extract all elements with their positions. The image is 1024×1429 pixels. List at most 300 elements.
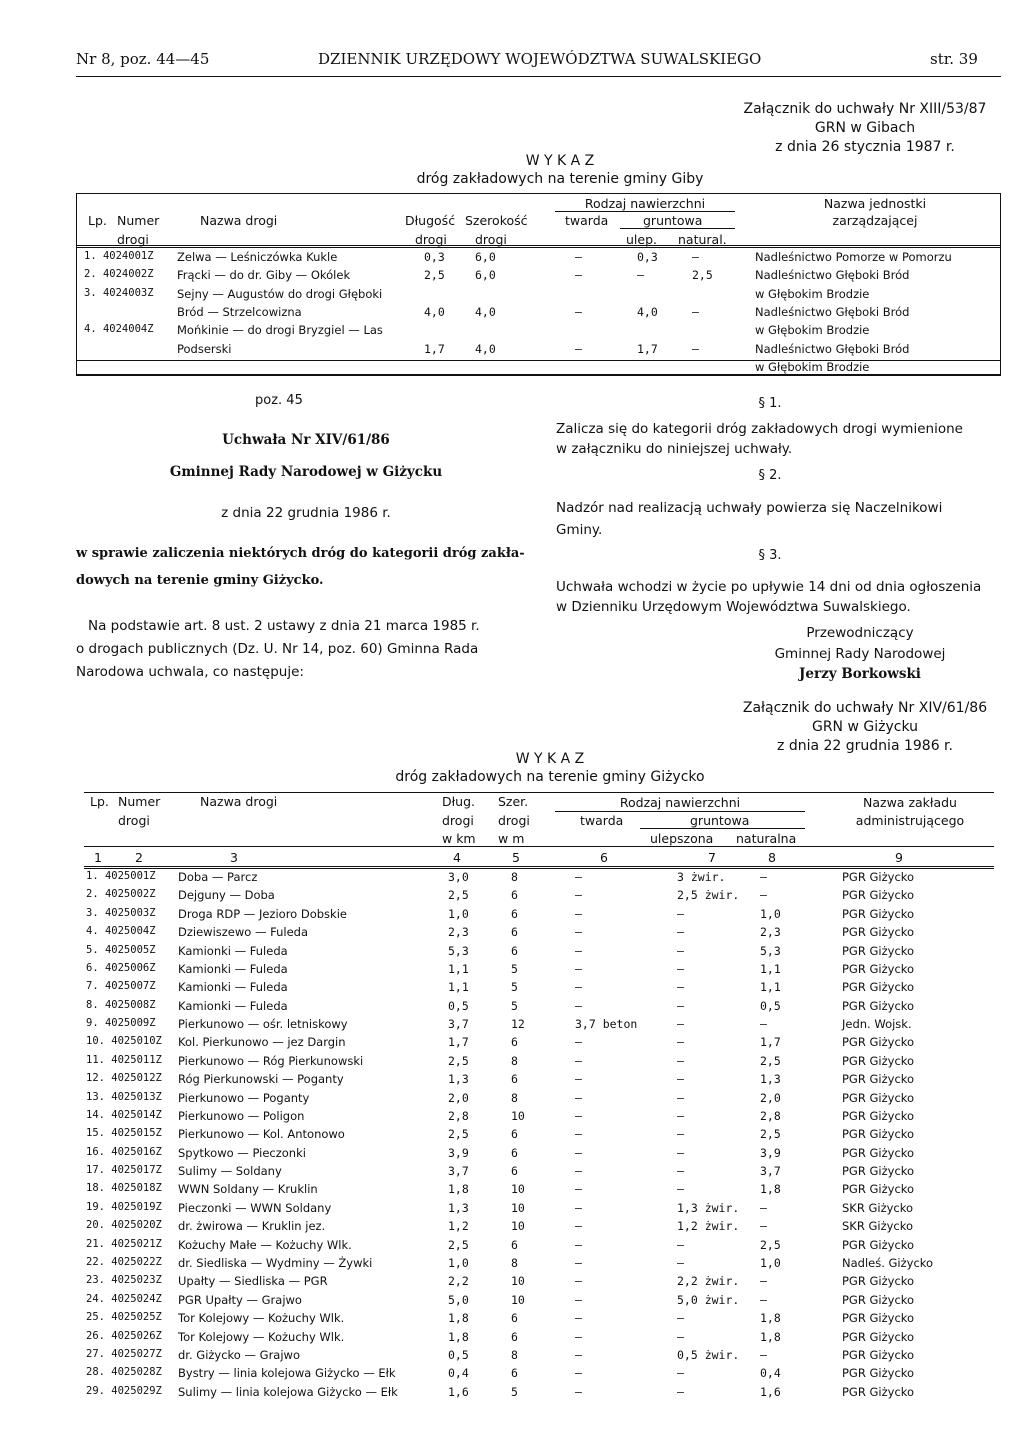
t2-cell-naturalna: — <box>760 1292 767 1307</box>
resolution-date: z dnia 22 grudnia 1986 r. <box>221 505 391 521</box>
t2-cell-nazwa: Kamionki — Fuleda <box>178 998 288 1013</box>
t2-cell-dlug: 3,9 <box>448 1145 469 1160</box>
t2-cell-lp: 13. 4025013Z <box>86 1090 162 1103</box>
t2-cell-szer: 8 <box>511 1053 518 1068</box>
annex1-line3: z dnia 26 stycznia 1987 r. <box>775 139 955 155</box>
annex2-line3: z dnia 22 grudnia 1986 r. <box>777 738 953 754</box>
t2-cell-ulepszona: — <box>677 1035 684 1050</box>
t1-cell-lp: 1. 4024001Z <box>84 250 154 262</box>
t1-cell-natural: 2,5 <box>692 268 713 283</box>
t1-header-nazwa: Nazwa drogi <box>200 213 278 228</box>
t2-cell-zaklad: PGR Giżycko <box>842 1035 915 1050</box>
t2-cell-ulepszona: — <box>677 906 684 921</box>
t2-header-szer-drogi: drogi <box>498 813 530 828</box>
t2-cell-zaklad: PGR Giżycko <box>842 943 915 958</box>
t2-cell-nazwa: dr. Siedliska — Wydminy — Żywki <box>178 1255 373 1270</box>
t2-cell-zaklad: PGR Giżycko <box>842 1329 915 1344</box>
t1-cell-natural: — <box>692 341 699 356</box>
t2-cell-twarda: — <box>575 1384 582 1399</box>
t1-header-ulep: ulep. <box>626 232 657 247</box>
t2-cell-nazwa: dr. żwirowa — Kruklin jez. <box>178 1219 326 1234</box>
t2-cell-dlug: 1,8 <box>448 1311 469 1326</box>
t1-cell-jednostka: Nadleśnictwo Pomorze w Pomorzu <box>755 250 952 264</box>
t2-cell-ulepszona: — <box>677 1366 684 1381</box>
t2-cell-naturalna: 1,0 <box>760 1255 781 1270</box>
t2-cell-naturalna: 1,6 <box>760 1384 781 1399</box>
t1-cell-jednostka: Nadleśnictwo Głęboki Bród <box>755 304 910 319</box>
t2-cell-zaklad: PGR Giżycko <box>842 925 915 940</box>
t2-cell-twarda: — <box>575 1182 582 1197</box>
t2-cell-zaklad: PGR Giżycko <box>842 1164 915 1179</box>
t2-cell-naturalna: 1,8 <box>760 1329 781 1344</box>
t1-cell-jednostka: w Głębokim Brodzie <box>755 359 870 374</box>
t2-cell-lp: 20. 4025020Z <box>86 1219 162 1232</box>
t2-cell-nazwa: Upałty — Siedliska — PGR <box>178 1274 328 1289</box>
t2-cell-naturalna: 2,8 <box>760 1108 781 1123</box>
t2-cell-ulepszona: — <box>677 1108 684 1123</box>
t2-cell-nazwa: Doba — Parcz <box>178 870 258 884</box>
t2-cell-ulepszona: — <box>677 1164 684 1179</box>
t2-cell-dlug: 1,3 <box>448 1200 469 1215</box>
t2-cell-nazwa: Pierkunowo — Poganty <box>178 1090 310 1105</box>
t2-cell-twarda: — <box>575 1035 582 1050</box>
t2-cell-twarda: — <box>575 1164 582 1179</box>
t1-header-jednostka: Nazwa jednostki <box>823 196 927 211</box>
t2-cell-lp: 5. 4025005Z <box>86 943 156 956</box>
t2-cell-lp: 29. 4025029Z <box>86 1384 162 1397</box>
annex1-line2: GRN w Gibach <box>814 120 916 136</box>
paragraph-1-line2: w załączniku do niniejszej uchwały. <box>556 441 793 457</box>
t2-cell-nazwa: Kamionki — Fuleda <box>178 980 288 995</box>
t1-cell-ulep: 4,0 <box>637 304 658 319</box>
t2-cell-dlug: 2,0 <box>448 1090 469 1105</box>
t2-cell-szer: 8 <box>511 1347 518 1362</box>
wykaz1-subtitle: dróg zakładowych na terenie gminy Giby <box>416 171 704 187</box>
t2-cell-lp: 15. 4025015Z <box>86 1127 162 1140</box>
t2-cell-ulepszona: — <box>677 1017 684 1032</box>
t2-cell-twarda: — <box>575 1219 582 1234</box>
t1-cell-dlugosc: 1,7 <box>424 341 445 356</box>
paragraph-2-line2: Gminy. <box>556 522 603 538</box>
t1-cell-dlugosc: 4,0 <box>424 304 445 319</box>
t2-cell-lp: 6. 4025006Z <box>86 961 156 974</box>
t2-cell-naturalna: 1,8 <box>760 1311 781 1326</box>
t2-header-zaklad: Nazwa zakładu <box>863 795 957 810</box>
t2-header-twarda: twarda <box>580 813 624 828</box>
t2-cell-twarda: — <box>575 1366 582 1381</box>
t2-cell-zaklad: PGR Giżycko <box>842 1090 915 1105</box>
t1-cell-szerokosc: 4,0 <box>475 341 496 356</box>
t2-colnum: 6 <box>600 850 608 865</box>
t1-header-numer: Numer <box>117 213 160 228</box>
t2-cell-twarda: — <box>575 1237 582 1252</box>
t2-cell-dlug: 3,7 <box>448 1164 469 1179</box>
t2-header-dlug: Dług. <box>442 794 476 809</box>
t2-cell-dlug: 5,0 <box>448 1292 469 1307</box>
t2-cell-zaklad: PGR Giżycko <box>842 980 915 995</box>
t2-cell-naturalna: 1,3 <box>760 1072 781 1087</box>
t2-cell-lp: 8. 4025008Z <box>86 998 156 1011</box>
t2-cell-szer: 8 <box>511 1255 518 1270</box>
t2-cell-nazwa: Pierkunowo — Kol. Antonowo <box>178 1127 345 1142</box>
t2-cell-twarda: — <box>575 961 582 976</box>
annex2-line2: GRN w Giżycku <box>811 719 919 735</box>
t2-cell-nazwa: Spytkowo — Pieczonki <box>178 1145 306 1160</box>
t2-cell-lp: 3. 4025003Z <box>86 906 156 919</box>
t2-cell-twarda: — <box>575 1127 582 1142</box>
t2-cell-lp: 12. 4025012Z <box>86 1072 162 1085</box>
t2-header-naturalna: naturalna <box>736 831 797 846</box>
t2-cell-zaklad: PGR Giżycko <box>842 1311 915 1326</box>
t2-cell-nazwa: Kol. Pierkunowo — jez Dargin <box>178 1035 346 1050</box>
t2-cell-zaklad: SKR Giżycko <box>842 1219 914 1234</box>
resolution-council: Gminnej Rady Narodowej w Giżycku <box>169 464 443 480</box>
t2-cell-twarda: — <box>575 1347 582 1362</box>
t2-cell-twarda: — <box>575 1072 582 1087</box>
t2-cell-twarda: — <box>575 980 582 995</box>
t2-cell-zaklad: Nadleś. Giżycko <box>842 1255 934 1270</box>
resolution-basis-2: o drogach publicznych (Dz. U. Nr 14, poz. 60) Gminna Rada <box>76 641 479 657</box>
t2-cell-twarda: — <box>575 1108 582 1123</box>
t1-cell-jednostka: Nadleśnictwo Głęboki Bród <box>755 341 910 356</box>
t2-cell-ulepszona: 1,2 żwir. <box>677 1219 740 1234</box>
t2-cell-lp: 1. 4025001Z <box>86 870 156 882</box>
t2-cell-dlug: 0,5 <box>448 1347 469 1362</box>
t2-cell-zaklad: PGR Giżycko <box>842 1274 915 1289</box>
t2-cell-nazwa: Kamionki — Fuleda <box>178 943 288 958</box>
t2-cell-naturalna: 1,1 <box>760 980 781 995</box>
annex1-block <box>735 100 995 157</box>
t2-colnum: 7 <box>708 850 716 865</box>
annex2-line1: Załącznik do uchwały Nr XIV/61/86 <box>742 700 988 716</box>
t2-cell-dlug: 2,2 <box>448 1274 469 1289</box>
t1-cell-lp: 4. 4024004Z <box>84 323 154 336</box>
t2-cell-dlug: 1,1 <box>448 980 469 995</box>
t2-colnum: 2 <box>135 850 143 865</box>
t2-cell-lp: 26. 4025026Z <box>86 1329 162 1342</box>
t2-cell-lp: 10. 4025010Z <box>86 1035 162 1048</box>
t2-cell-szer: 8 <box>511 870 518 884</box>
t2-cell-ulepszona: 1,3 żwir. <box>677 1200 740 1215</box>
t2-cell-twarda: 3,7 beton <box>575 1017 638 1032</box>
t2-cell-lp: 9. 4025009Z <box>86 1017 156 1030</box>
t2-cell-szer: 6 <box>511 1127 518 1142</box>
t2-cell-dlug: 1,0 <box>448 1255 469 1270</box>
t2-cell-nazwa: Sulimy — Soldany <box>178 1164 282 1179</box>
t2-header-wm: w m <box>498 831 525 846</box>
t2-cell-twarda: — <box>575 906 582 921</box>
t1-header-dlugosc: Długość <box>405 213 456 228</box>
t1-cell-twarda: — <box>575 341 582 356</box>
header-rule <box>76 76 1001 77</box>
t1-cell-jednostka: w Głębokim Brodzie <box>755 286 870 301</box>
t2-header-ulepszona: ulepszona <box>650 831 714 846</box>
t2-cell-naturalna: 1,7 <box>760 1035 781 1050</box>
t1-cell-nazwa: Podserski <box>177 341 232 356</box>
t1-header-natural: natural. <box>678 232 727 247</box>
t2-header-gruntowa: gruntowa <box>690 813 750 828</box>
t1-header-jednostka-2: zarządzającej <box>832 213 918 228</box>
paragraph-1-mark: § 1. <box>758 396 782 411</box>
t2-cell-lp: 23. 4025023Z <box>86 1274 162 1287</box>
t2-cell-lp: 18. 4025018Z <box>86 1182 162 1195</box>
wykaz1-heading <box>350 152 770 188</box>
paragraph-2-line1: Nadzór nad realizacją uchwały powierza się Naczelnikowi <box>556 500 943 516</box>
t2-header-numer: Numer <box>118 794 161 809</box>
t2-cell-naturalna: 3,7 <box>760 1164 781 1179</box>
t2-cell-nazwa: Droga RDP — Jezioro Dobskie <box>178 906 347 921</box>
t2-cell-lp: 24. 4025024Z <box>86 1292 162 1305</box>
t1-cell-lp: 2. 4024002Z <box>84 268 154 281</box>
t1-cell-dlugosc: 0,3 <box>424 250 445 264</box>
t1-cell-jednostka: w Głębokim Brodzie <box>755 323 870 338</box>
signature-name: Jerzy Borkowski <box>799 666 921 682</box>
t2-cell-naturalna: 0,5 <box>760 998 781 1013</box>
t2-cell-zaklad: PGR Giżycko <box>842 1384 915 1399</box>
t2-cell-ulepszona: — <box>677 1237 684 1252</box>
t2-cell-dlug: 2,5 <box>448 1053 469 1068</box>
t2-cell-szer: 8 <box>511 1090 518 1105</box>
t2-cell-szer: 10 <box>511 1292 525 1307</box>
t2-cell-szer: 6 <box>511 1237 518 1252</box>
t1-cell-nazwa: Bród — Strzelcowizna <box>177 304 302 319</box>
t2-cell-twarda: — <box>575 1311 582 1326</box>
t2-cell-naturalna: 1,1 <box>760 961 781 976</box>
t2-cell-zaklad: PGR Giżycko <box>842 1072 915 1087</box>
resolution-title: Uchwała Nr XIV/61/86 <box>222 432 390 448</box>
wykaz2-subtitle: dróg zakładowych na terenie gminy Giżycko <box>395 769 705 785</box>
t2-cell-zaklad: PGR Giżycko <box>842 1366 915 1381</box>
t1-cell-twarda: — <box>575 304 582 319</box>
t2-cell-dlug: 5,3 <box>448 943 469 958</box>
t2-colnum: 5 <box>512 850 520 865</box>
t2-cell-nazwa: Kożuchy Małe — Kożuchy Wlk. <box>178 1237 352 1252</box>
t2-cell-dlug: 1,3 <box>448 1072 469 1087</box>
t1-cell-szerokosc: 6,0 <box>475 268 496 283</box>
t2-cell-naturalna: — <box>760 888 767 903</box>
t2-colnum: 3 <box>230 850 238 865</box>
t2-cell-naturalna: 2,3 <box>760 925 781 940</box>
t2-cell-naturalna: 1,0 <box>760 906 781 921</box>
t2-cell-dlug: 2,5 <box>448 1237 469 1252</box>
signature-council: Gminnej Rady Narodowej <box>774 646 946 662</box>
t2-cell-twarda: — <box>575 1292 582 1307</box>
t1-cell-twarda: — <box>575 250 582 264</box>
t2-cell-dlug: 1,8 <box>448 1329 469 1344</box>
t2-header-rodzaj: Rodzaj nawierzchni <box>619 795 741 810</box>
t2-cell-szer: 6 <box>511 1145 518 1160</box>
t1-cell-ulep: — <box>637 268 644 283</box>
t2-cell-twarda: — <box>575 1090 582 1105</box>
t1-cell-natural: — <box>692 304 699 319</box>
t2-cell-lp: 11. 4025011Z <box>86 1053 162 1066</box>
t1-cell-ulep: 1,7 <box>637 341 658 356</box>
wykaz1-title: W Y K A Z <box>525 153 595 169</box>
t2-cell-zaklad: PGR Giżycko <box>842 888 915 903</box>
t2-cell-naturalna: 2,0 <box>760 1090 781 1105</box>
t2-header-wkm: w km <box>442 831 476 846</box>
t2-cell-szer: 6 <box>511 1366 518 1381</box>
t2-cell-szer: 6 <box>511 906 518 921</box>
t2-cell-dlug: 3,0 <box>448 870 469 884</box>
t2-cell-zaklad: PGR Giżycko <box>842 998 915 1013</box>
t2-cell-ulepszona: — <box>677 998 684 1013</box>
t2-cell-szer: 10 <box>511 1200 525 1215</box>
t2-cell-szer: 5 <box>511 961 518 976</box>
t1-cell-dlugosc: 2,5 <box>424 268 445 283</box>
t2-cell-zaklad: Jedn. Wojsk. <box>842 1017 912 1032</box>
t2-cell-lp: 27. 4025027Z <box>86 1347 162 1360</box>
t2-cell-szer: 6 <box>511 1072 518 1087</box>
t2-colnum: 4 <box>453 850 461 865</box>
t2-cell-szer: 6 <box>511 1311 518 1326</box>
t2-cell-ulepszona: — <box>677 1053 684 1068</box>
t2-cell-ulepszona: — <box>677 943 684 958</box>
t2-cell-zaklad: PGR Giżycko <box>842 1182 915 1197</box>
t2-cell-twarda: — <box>575 943 582 958</box>
header-page-number: str. 39 <box>930 50 978 68</box>
t2-cell-zaklad: PGR Giżycko <box>842 1145 915 1160</box>
t2-cell-zaklad: PGR Giżycko <box>842 870 915 884</box>
t2-cell-nazwa: Pierkunowo — ośr. letniskowy <box>178 1017 348 1032</box>
t2-cell-szer: 12 <box>511 1017 525 1032</box>
t2-cell-nazwa: Kamionki — Fuleda <box>178 961 288 976</box>
t2-cell-dlug: 1,7 <box>448 1035 469 1050</box>
t2-cell-twarda: — <box>575 888 582 903</box>
t2-cell-naturalna: 1,8 <box>760 1182 781 1197</box>
t2-cell-nazwa: Pierkunowo — Poligon <box>178 1108 305 1123</box>
t2-cell-nazwa: WWN Soldany — Kruklin <box>178 1182 318 1197</box>
t2-cell-ulepszona: — <box>677 961 684 976</box>
t2-cell-nazwa: Pieczonki — WWN Soldany <box>178 1200 332 1215</box>
t2-cell-ulepszona: — <box>677 1127 684 1142</box>
t2-cell-zaklad: PGR Giżycko <box>842 1127 915 1142</box>
t2-cell-twarda: — <box>575 1255 582 1270</box>
t2-cell-ulepszona: — <box>677 1255 684 1270</box>
t2-cell-ulepszona: — <box>677 1329 684 1344</box>
t2-cell-twarda: — <box>575 1145 582 1160</box>
paragraph-3-line1: Uchwała wchodzi w życie po upływie 14 dni od dnia ogłoszenia <box>556 579 982 595</box>
t2-cell-dlug: 0,4 <box>448 1366 469 1381</box>
t2-cell-szer: 5 <box>511 998 518 1013</box>
t2-cell-lp: 22. 4025022Z <box>86 1255 162 1268</box>
t1-header-szerokosc: Szerokość <box>465 213 528 228</box>
t2-cell-naturalna: 2,5 <box>760 1053 781 1068</box>
t2-cell-ulepszona: 5,0 żwir. <box>677 1292 740 1307</box>
t2-cell-lp: 17. 4025017Z <box>86 1164 162 1177</box>
t2-cell-szer: 6 <box>511 888 518 903</box>
t2-cell-ulepszona: 2,5 żwir. <box>677 888 740 903</box>
t2-header-zaklad-2: administrującego <box>855 813 965 828</box>
t2-colnum: 8 <box>768 850 776 865</box>
t2-header-dlug-drogi: drogi <box>442 813 474 828</box>
t2-cell-lp: 16. 4025016Z <box>86 1145 162 1158</box>
t2-cell-zaklad: SKR Giżycko <box>842 1200 914 1215</box>
paragraph-2-mark: § 2. <box>758 468 782 483</box>
t2-cell-zaklad: PGR Giżycko <box>842 1237 915 1252</box>
t2-cell-twarda: — <box>575 1329 582 1344</box>
t2-cell-dlug: 1,0 <box>448 906 469 921</box>
t2-cell-twarda: — <box>575 1274 582 1289</box>
t2-cell-ulepszona: — <box>677 980 684 995</box>
t1-header-dlugosc-drogi: drogi <box>415 232 447 247</box>
t2-cell-szer: 5 <box>511 1384 518 1399</box>
t2-cell-lp: 7. 4025007Z <box>86 980 156 993</box>
t1-cell-ulep: 0,3 <box>637 250 658 264</box>
wykaz2-title: W Y K A Z <box>515 751 585 767</box>
t2-cell-dlug: 0,5 <box>448 998 469 1013</box>
resolution-basis-1: Na podstawie art. 8 ust. 2 ustawy z dnia 21 marca 1985 r. <box>88 618 480 634</box>
t2-cell-zaklad: PGR Giżycko <box>842 1347 915 1362</box>
t2-cell-dlug: 1,2 <box>448 1219 469 1234</box>
t2-cell-ulepszona: — <box>677 1311 684 1326</box>
t2-cell-lp: 25. 4025025Z <box>86 1311 162 1324</box>
t2-cell-twarda: — <box>575 870 582 884</box>
t2-cell-naturalna: — <box>760 1200 767 1215</box>
t2-cell-szer: 6 <box>511 1164 518 1179</box>
t1-header-twarda: twarda <box>565 213 609 228</box>
t2-colnum: 9 <box>895 850 903 865</box>
t1-header-numer-drogi: drogi <box>117 232 149 247</box>
t2-cell-ulepszona: — <box>677 1145 684 1160</box>
resolution-basis-3: Narodowa uchwala, co następuje: <box>76 664 304 680</box>
t1-cell-nazwa: Zelwa — Leśniczówka Kukle <box>177 250 338 264</box>
t2-cell-szer: 5 <box>511 980 518 995</box>
t2-header-szer: Szer. <box>498 794 529 809</box>
t2-cell-ulepszona: — <box>677 925 684 940</box>
t2-cell-dlug: 1,6 <box>448 1384 469 1399</box>
signature-role: Przewodniczący <box>806 625 914 641</box>
t1-header-gruntowa: gruntowa <box>643 213 703 228</box>
t1-cell-nazwa: Mońkinie — do drogi Bryzgiel — Las <box>177 323 383 338</box>
t2-cell-szer: 10 <box>511 1108 525 1123</box>
t2-cell-ulepszona: — <box>677 1182 684 1197</box>
t2-cell-zaklad: PGR Giżycko <box>842 1292 915 1307</box>
t2-cell-twarda: — <box>575 925 582 940</box>
t2-header-numer-drogi: drogi <box>118 813 150 828</box>
t2-cell-naturalna: — <box>760 1219 767 1234</box>
header-issue: Nr 8, poz. 44—45 <box>76 50 210 68</box>
t1-cell-twarda: — <box>575 268 582 283</box>
paragraph-3-line2: w Dzienniku Urzędowym Województwa Suwalskiego. <box>556 599 911 615</box>
t1-cell-szerokosc: 4,0 <box>475 304 496 319</box>
t2-cell-zaklad: PGR Giżycko <box>842 1053 915 1068</box>
t1-cell-nazwa: Sejny — Augustów do drogi Głęboki <box>177 286 383 301</box>
t2-cell-ulepszona: 0,5 żwir. <box>677 1347 740 1362</box>
resolution-poz: poz. 45 <box>255 393 303 408</box>
paragraph-1-line1: Zalicza się do kategorii dróg zakładowych drogi wymienione <box>556 421 963 437</box>
t2-cell-twarda: — <box>575 1200 582 1215</box>
t2-cell-naturalna: — <box>760 1017 767 1032</box>
t2-cell-naturalna: 0,4 <box>760 1366 781 1381</box>
t1-cell-natural: — <box>692 250 699 264</box>
t2-cell-twarda: — <box>575 998 582 1013</box>
t1-header-lp: Lp. <box>88 213 107 228</box>
t2-cell-ulepszona: 2,2 żwir. <box>677 1274 740 1289</box>
t1-header-rodzaj: Rodzaj nawierzchni <box>584 196 706 211</box>
t2-cell-nazwa: Tor Kolejowy — Kożuchy Wlk. <box>178 1311 345 1326</box>
t2-header-lp: Lp. <box>90 794 109 809</box>
t1-cell-nazwa: Frącki — do dr. Giby — Okólek <box>177 268 351 283</box>
t2-cell-lp: 21. 4025021Z <box>86 1237 162 1250</box>
annex2-block <box>735 699 995 756</box>
t2-cell-szer: 10 <box>511 1182 525 1197</box>
t2-cell-nazwa: dr. Giżycko — Grajwo <box>178 1347 300 1362</box>
t2-cell-szer: 10 <box>511 1274 525 1289</box>
t2-cell-dlug: 3,7 <box>448 1017 469 1032</box>
annex1-line1: Załącznik do uchwały Nr XIII/53/87 <box>743 101 987 117</box>
t2-cell-nazwa: PGR Upałty — Grajwo <box>178 1292 302 1307</box>
